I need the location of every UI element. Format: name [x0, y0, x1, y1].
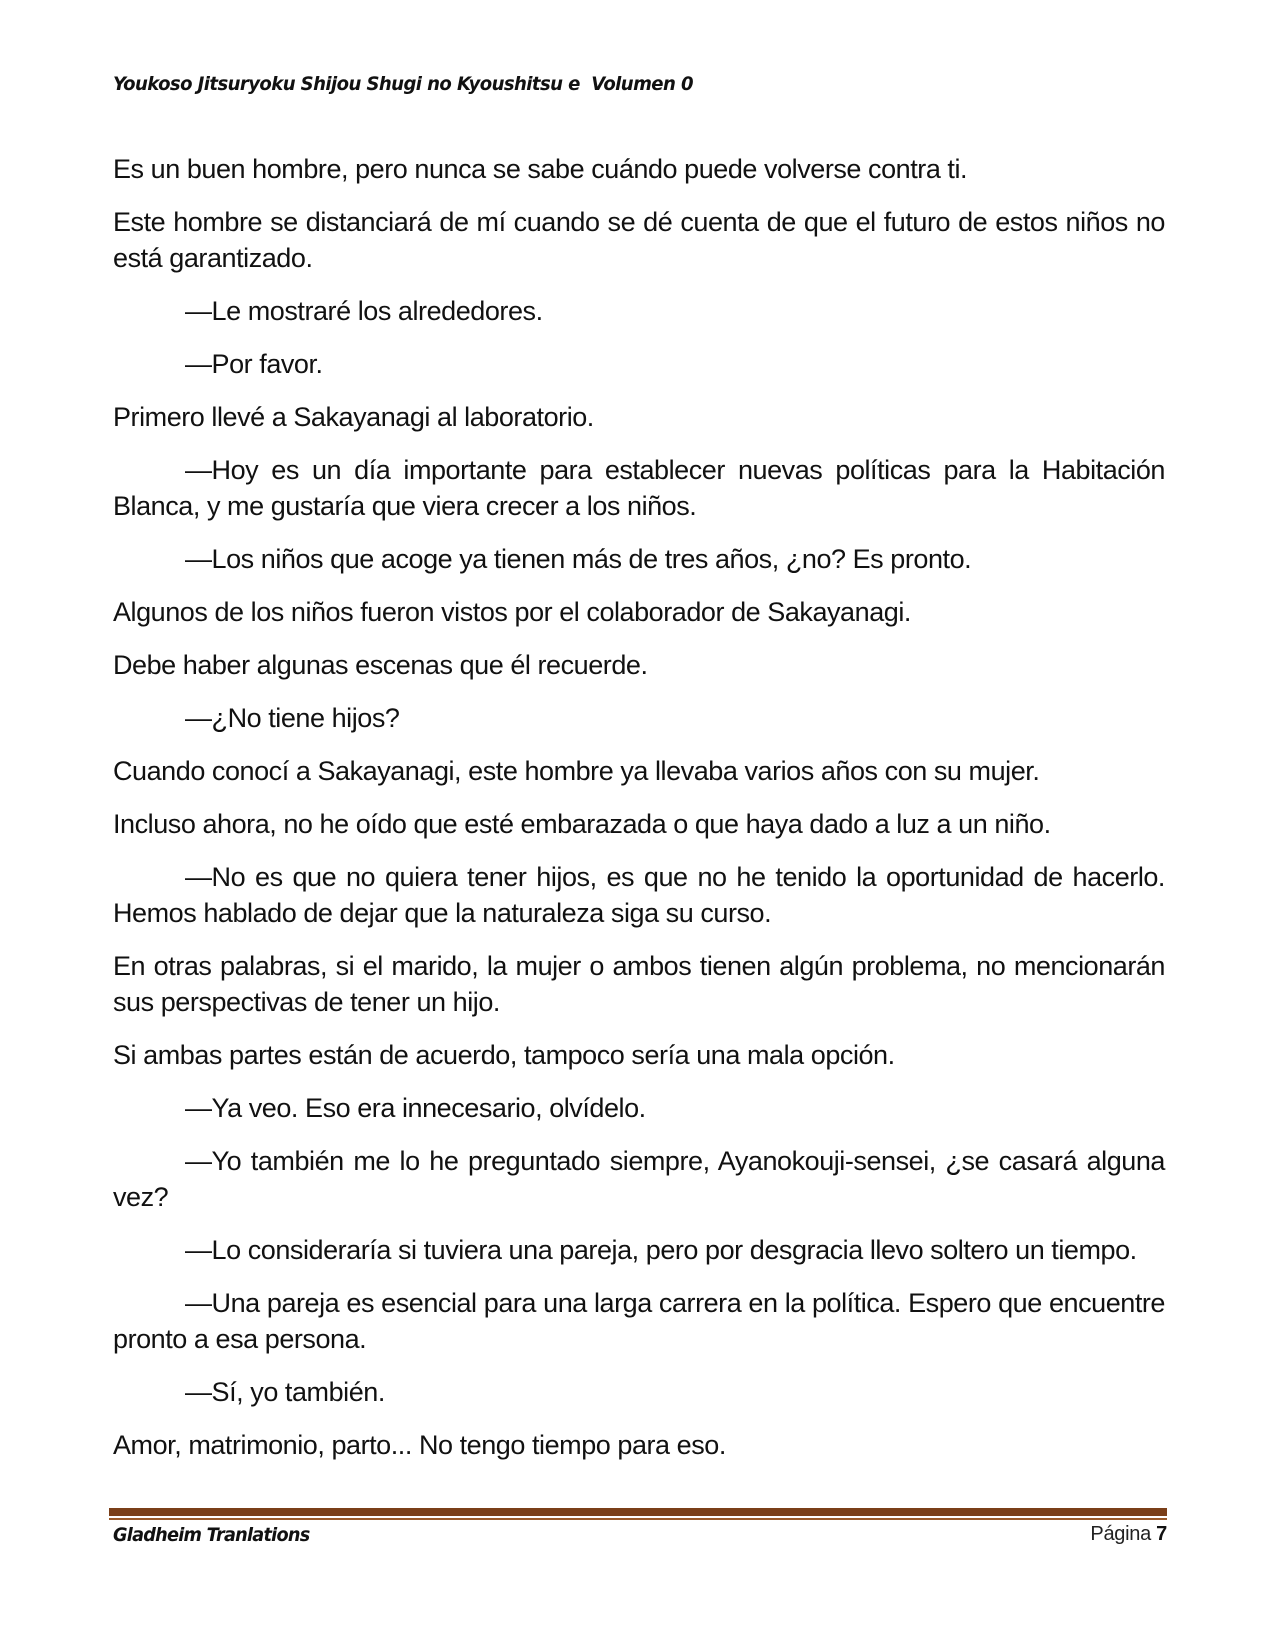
paragraph: En otras palabras, si el marido, la mujer o ambos tienen algún problema, no mencionarán sus perspectivas de tener un hijo. — [113, 951, 1165, 1017]
dialog-line: —Una pareja es esencial para una larga carrera en la política. Espero que encuentre pronto a esa persona. — [113, 1288, 1165, 1354]
dialog-line: —¿No tiene hijos? — [185, 703, 400, 733]
page-number: 7 — [1156, 1523, 1167, 1545]
dialog-line: —Hoy es un día importante para establecer nuevas políticas para la Habitación Blanca, y me gustaría que viera crecer a los niños. — [113, 455, 1165, 521]
dialog-line: —Yo también me lo he preguntado siempre, Ayanokouji-sensei, ¿se casará alguna vez? — [113, 1146, 1165, 1212]
paragraph: Primero llevé a Sakayanagi al laboratorio. — [113, 402, 594, 432]
dialog-line: —Sí, yo también. — [185, 1377, 385, 1407]
dialog-line: —No es que no quiera tener hijos, es que no he tenido la oportunidad de hacerlo. Hemos hablado de dejar que la naturaleza siga su curso. — [113, 862, 1165, 928]
dialog-line: —Por favor. — [185, 349, 323, 379]
paragraph: Cuando conocí a Sakayanagi, este hombre ya llevaba varios años con su mujer. — [113, 756, 1040, 786]
paragraph: Algunos de los niños fueron vistos por el colaborador de Sakayanagi. — [113, 597, 911, 627]
dialog-line: —Los niños que acoge ya tienen más de tres años, ¿no? Es pronto. — [185, 544, 972, 574]
dialog-line: —Le mostraré los alrededores. — [185, 296, 543, 326]
page-indicator — [1090, 1523, 1167, 1546]
running-header-title: Youkoso Jitsuryoku Shijou Shugi no Kyoushitsu e Volumen 0 — [113, 73, 693, 95]
page-body — [113, 151, 1165, 1480]
footer-group-name: Gladheim Tranlations — [113, 1524, 310, 1546]
page-label: Página — [1090, 1523, 1151, 1545]
paragraph: Es un buen hombre, pero nunca se sabe cuándo puede volverse contra ti. — [113, 154, 968, 184]
paragraph: Este hombre se distanciará de mí cuando se dé cuenta de que el futuro de estos niños no está garantizado. — [113, 207, 1165, 273]
paragraph: Incluso ahora, no he oído que esté embarazada o que haya dado a luz a un niño. — [113, 809, 1051, 839]
footer-rule-thin — [109, 1518, 1167, 1520]
dialog-line: —Lo consideraría si tuviera una pareja, pero por desgracia llevo soltero un tiempo. — [185, 1235, 1137, 1265]
dialog-line: —Ya veo. Eso era innecesario, olvídelo. — [185, 1093, 646, 1123]
paragraph: Debe haber algunas escenas que él recuerde. — [113, 650, 648, 680]
paragraph: Si ambas partes están de acuerdo, tampoco sería una mala opción. — [113, 1040, 895, 1070]
footer-rule-thick — [109, 1508, 1167, 1516]
paragraph: Amor, matrimonio, parto... No tengo tiempo para eso. — [113, 1430, 726, 1460]
